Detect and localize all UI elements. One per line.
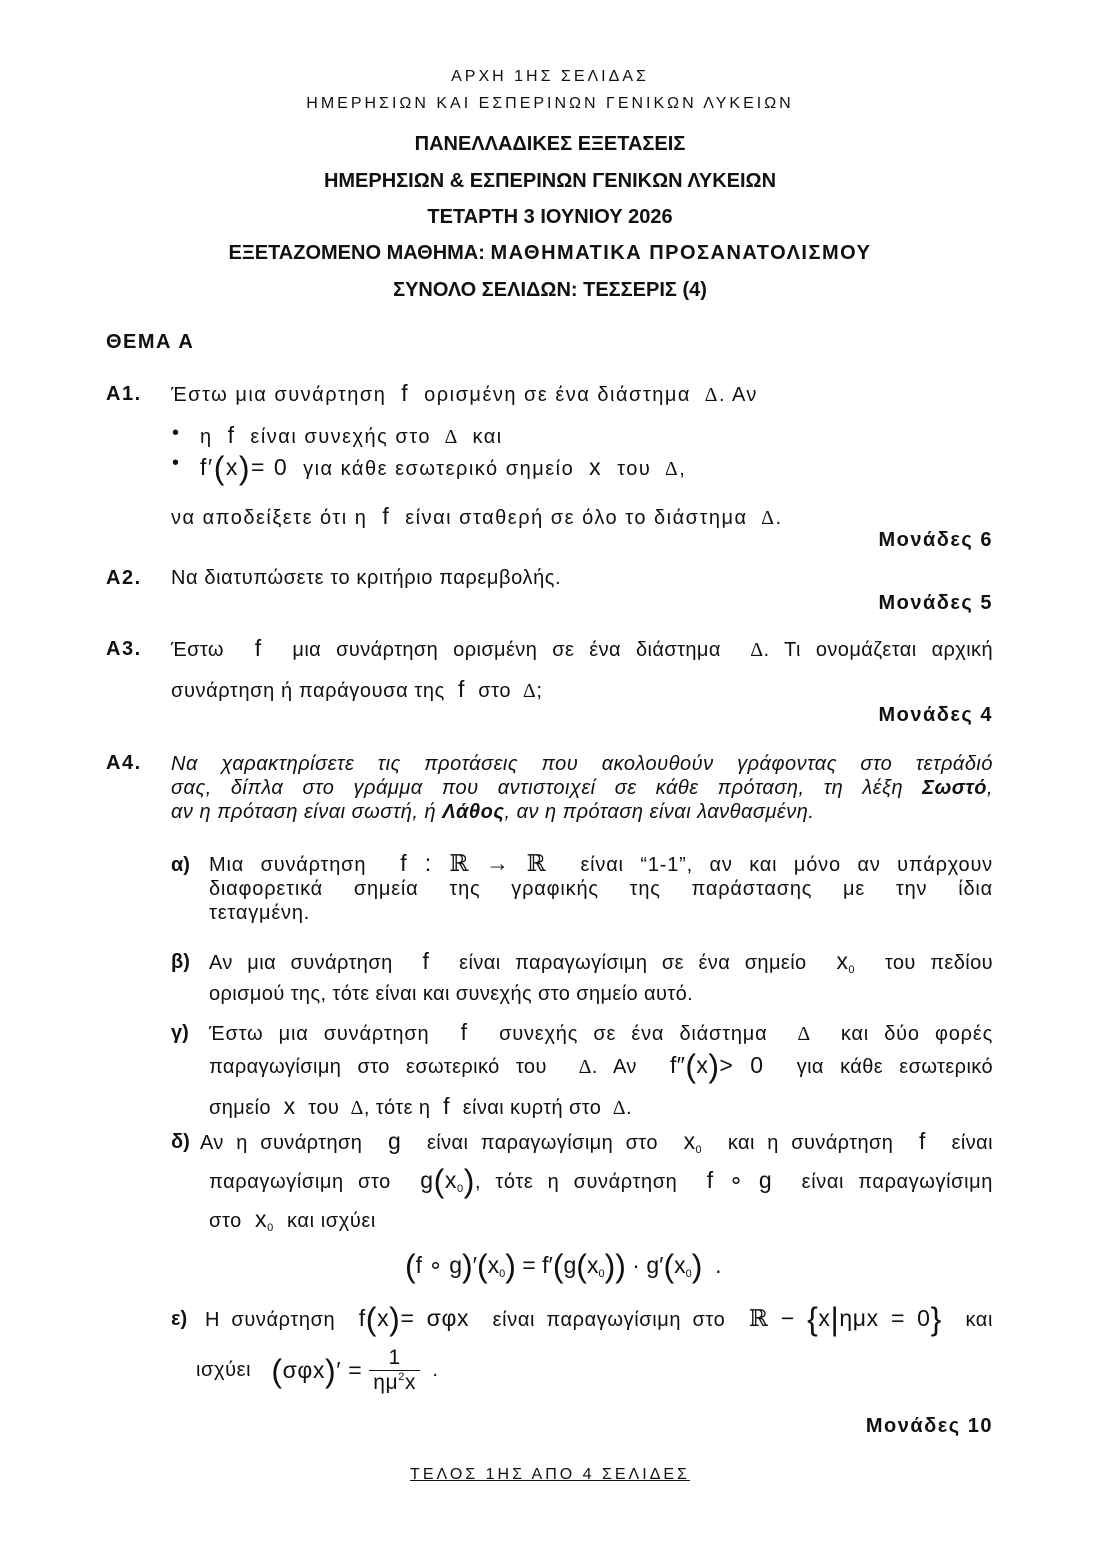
schools-note: ΗΜΕΡΗΣΙΩΝ ΚΑΙ ΕΣΠΕΡΙΝΩΝ ΓΕΝΙΚΩΝ ΛΥΚΕΙΩΝ: [306, 95, 794, 112]
epsilon-text-1: Η συνάρτηση: [205, 1309, 336, 1331]
a1-b2-text-2: του: [617, 458, 652, 480]
alpha-statement: [209, 851, 993, 925]
theme-heading: ΘΕΜΑ Α: [106, 331, 195, 353]
a1-bullet-2: f′(x)= 0 για κάθε εσωτερικό σημείο x του Δ,: [200, 450, 687, 486]
gamma-label: γ): [171, 1022, 189, 1044]
gamma-text-2: συνεχής σε ένα διάστημα: [499, 1023, 768, 1045]
a4-label: Α4.: [106, 752, 142, 774]
a1-statement: [171, 380, 758, 407]
a2-text: Να διατυπώσετε το κριτήριο παρεμβολής.: [171, 567, 562, 589]
math-f: f: [374, 503, 399, 529]
a3-text-2: μια συνάρτηση ορισμένη σε ένα διάστημα: [292, 639, 721, 661]
a4-intro-text-3a: αν η πρόταση είναι σωστή, ή: [171, 801, 437, 823]
a3-label: Α3.: [106, 638, 142, 660]
delta-line-1: [200, 1128, 993, 1156]
gamma-text-3: και δύο φορές: [840, 1023, 994, 1045]
a1-text-3: . Αν: [718, 384, 758, 406]
a3-text-3: . Τι ονομάζεται αρχική: [763, 639, 993, 661]
math-f-r-to-r: f : ℝ → ℝ: [382, 850, 547, 876]
subject-name: ΜΑΘΗΜΑΤΙΚΑ ΠΡΟΣΑΝΑΤΟΛΙΣΜΟΥ: [490, 242, 872, 264]
math-second-derivative-positive: f″(x)> 0: [652, 1048, 781, 1084]
exam-date: ΤΕΤΑΡΤΗ 3 ΙΟΥΝΙΟΥ 2026: [427, 206, 673, 228]
delta-text-9: και ισχύει: [287, 1210, 376, 1232]
a1-bullet-1: [200, 422, 503, 449]
epsilon-label: ε): [171, 1308, 188, 1330]
a1-b1-text-2: είναι συνεχής στο: [250, 426, 431, 448]
math-x0: $x_0$: [670, 1128, 703, 1156]
math-x0: $x_0$: [248, 1206, 274, 1234]
gamma-text-5: . Αν: [591, 1056, 637, 1078]
math-f: f: [436, 1093, 457, 1119]
alpha-text-2: είναι “1-1”, αν και μόνο αν υπάρχουν: [580, 854, 993, 876]
math-delta: Δ: [735, 639, 764, 661]
delta-text-2: είναι παραγωγίσιμη στο: [426, 1132, 658, 1154]
beta-text-1: Αν μια συνάρτηση: [209, 952, 393, 974]
math-f: f: [393, 380, 418, 406]
math-delta: Δ: [563, 1056, 592, 1078]
a4-marks: Μονάδες 10: [865, 1415, 993, 1437]
wrong-word: Λάθος: [442, 801, 505, 823]
alpha-label: α): [171, 854, 190, 876]
math-g-of-x0: $g(x_0)$: [405, 1163, 475, 1199]
delta-line-3: [209, 1206, 376, 1234]
a3-text-5: στο: [478, 680, 512, 702]
page-footer: [0, 1466, 1100, 1484]
gamma-line-2: [209, 1050, 993, 1082]
a1-marks: Μονάδες 6: [878, 529, 993, 551]
math-delta: Δ: [517, 680, 537, 702]
a1-b2-text-1: για κάθε εσωτερικό σημείο: [303, 458, 575, 480]
a1-conc-text-2: είναι σταθερή σε όλο το διάστημα: [405, 507, 748, 529]
a3-marks: Μονάδες 4: [878, 704, 993, 726]
gamma-text-10: είναι κυρτή στο: [462, 1097, 602, 1119]
exam-schools: ΗΜΕΡΗΣΙΩΝ & ΕΣΠΕΡΙΝΩΝ ΓΕΝΙΚΩΝ ΛΥΚΕΙΩΝ: [323, 170, 777, 192]
math-derivative-zero: f′(x)= 0: [200, 450, 297, 486]
a1-b1-text-3: και: [472, 426, 503, 448]
gamma-text-6: για κάθε εσωτερικό: [796, 1056, 993, 1078]
math-g: g: [374, 1128, 415, 1154]
a4-intro-line-1: Να χαρακτηρίσετε τις προτάσεις που ακολουθούν γράφοντας στο τετράδιό: [171, 753, 993, 775]
chain-rule-formula: (f ∘ $g)'(x_0) = f'(g(x_0)) \cdot g'(x_0)$ .: [405, 1248, 722, 1284]
epsilon-line-1: [205, 1303, 993, 1335]
delta-text-5: παραγωγίσιμη στο: [209, 1171, 391, 1193]
a3-line-2: συνάρτηση ή παράγουσα της f στο Δ;: [171, 676, 543, 702]
gamma-line-1: [209, 1019, 993, 1046]
delta-text-3: και η συνάρτηση: [727, 1132, 894, 1154]
exam-title: ΠΑΝΕΛΛΑΔΙΚΕΣ ΕΞΕΤΑΣΕΙΣ: [414, 133, 686, 155]
a4-intro: [171, 752, 993, 824]
gamma-text-1: Έστω μια συνάρτηση: [209, 1023, 430, 1045]
gamma-text-8: του: [308, 1097, 340, 1119]
delta-line-2: [209, 1165, 993, 1197]
epsilon-line-2: ισχύει (σφx)′ = $\frac{1}{\eta\mu^2x}$ .: [196, 1346, 439, 1394]
a4-intro-text-3b: , αν η πρόταση είναι λανθασμένη.: [504, 801, 815, 823]
correct-word: Σωστό: [922, 777, 987, 799]
math-f: f: [219, 422, 244, 448]
a3-text-4: συνάρτηση ή παράγουσα της: [171, 680, 445, 702]
page-start-note: ΑΡΧΗ 1ΗΣ ΣΕΛΙΔΑΣ: [451, 68, 649, 85]
beta-text-2: είναι παραγωγίσιμη σε ένα σημείο: [459, 952, 807, 974]
delta-text-1: Αν η συνάρτηση: [200, 1132, 363, 1154]
a1-conc-text-1: να αποδείξετε ότι η: [171, 507, 368, 529]
math-x: x: [581, 454, 611, 480]
math-delta: Δ: [698, 384, 719, 406]
footer-text: ΤΕΛΟΣ 1ΗΣ ΑΠΟ 4 ΣΕΛΙΔΕΣ: [410, 1466, 690, 1483]
math-f: f: [444, 1019, 484, 1045]
a4-intro-line-3: [171, 800, 993, 824]
gamma-line-3: σημείο x του Δ, τότε η f είναι κυρτή στο Δ.: [209, 1093, 632, 1119]
beta-line-2: ορισμού της, τότε είναι και συνεχής στο σημείο αυτό.: [209, 983, 694, 1005]
alpha-text-1: Μια συνάρτηση: [209, 854, 367, 876]
delta-text-7: είναι παραγωγίσιμη: [801, 1171, 993, 1193]
a3-text-1: Έστω: [171, 639, 224, 661]
alpha-line-2: διαφορετικά σημεία της γραφικής της παράστασης με την ίδια: [209, 878, 993, 900]
a4-intro-line-2: σας, δίπλα στο γράμμα που αντιστοιχεί σε κάθε πρόταση, τη λέξη Σωστό,: [171, 777, 993, 799]
cot-derivative-formula: (σφx)′ =: [271, 1352, 370, 1389]
gamma-text-9: , τότε η: [363, 1097, 431, 1119]
math-x0: $x_0$: [821, 948, 855, 976]
math-delta: Δ: [782, 1023, 826, 1045]
epsilon-text-4: ισχύει: [196, 1359, 252, 1381]
math-f: f: [238, 635, 278, 661]
a3-line-1: [171, 635, 993, 662]
math-f-compose-g: f ∘ g: [691, 1167, 788, 1193]
a4-intro-text-2: σας, δίπλα στο γράμμα που αντιστοιχεί σε κάθε πρόταση, τη λέξη: [171, 777, 904, 799]
delta-text-4: είναι: [951, 1132, 993, 1154]
math-delta: Δ: [438, 426, 466, 448]
math-f: f: [451, 676, 473, 702]
math-domain-set: ℝ − {x|ημx = 0}: [748, 1301, 942, 1337]
delta-text-8: στο: [209, 1210, 242, 1232]
epsilon-text-3: και: [965, 1309, 994, 1331]
a1-b1-text-1: η: [200, 426, 213, 448]
alpha-line-3: τεταγμένη.: [209, 902, 311, 924]
math-f-cot: f(x)= σφx: [346, 1301, 482, 1337]
beta-line-1: [209, 948, 993, 976]
math-f: f: [407, 948, 445, 974]
epsilon-text-2: είναι παραγωγίσιμη στο: [492, 1309, 726, 1331]
subject-prefix: ΕΞΕΤΑΖΟΜΕΝΟ ΜΑΘΗΜΑ:: [228, 242, 491, 264]
a2-marks: Μονάδες 5: [878, 592, 993, 614]
math-f: f: [905, 1128, 940, 1154]
a1-text-2: ορισμένη σε ένα διάστημα: [424, 384, 691, 406]
math-delta: Δ: [658, 458, 680, 480]
beta-label: β): [171, 951, 190, 973]
math-x: x: [276, 1093, 303, 1119]
math-delta: Δ: [607, 1097, 626, 1119]
a1-conclusion: να αποδείξετε ότι η f είναι σταθερή σε όλο το διάστημα Δ.: [171, 503, 783, 529]
beta-text-3: του πεδίου: [884, 952, 993, 974]
gamma-text-7: σημείο: [209, 1097, 271, 1119]
exam-subject: [0, 242, 1100, 265]
a1-label: Α1.: [106, 383, 142, 405]
gamma-text-4: παραγωγίσιμη στο εσωτερικό του: [209, 1056, 547, 1078]
a2-label: Α2.: [106, 567, 142, 589]
math-fraction: $\frac{1}{\eta\mu^2x}$: [369, 1346, 420, 1395]
delta-text-6: , τότε η συνάρτηση: [474, 1171, 678, 1193]
math-delta: Δ: [345, 1097, 364, 1119]
delta-label: δ): [171, 1131, 190, 1153]
page-count: ΣΥΝΟΛΟ ΣΕΛΙΔΩΝ: ΤΕΣΣΕΡΙΣ (4): [393, 279, 707, 301]
math-delta: Δ: [754, 507, 776, 529]
a1-text-1: Έστω μια συνάρτηση: [171, 384, 387, 406]
